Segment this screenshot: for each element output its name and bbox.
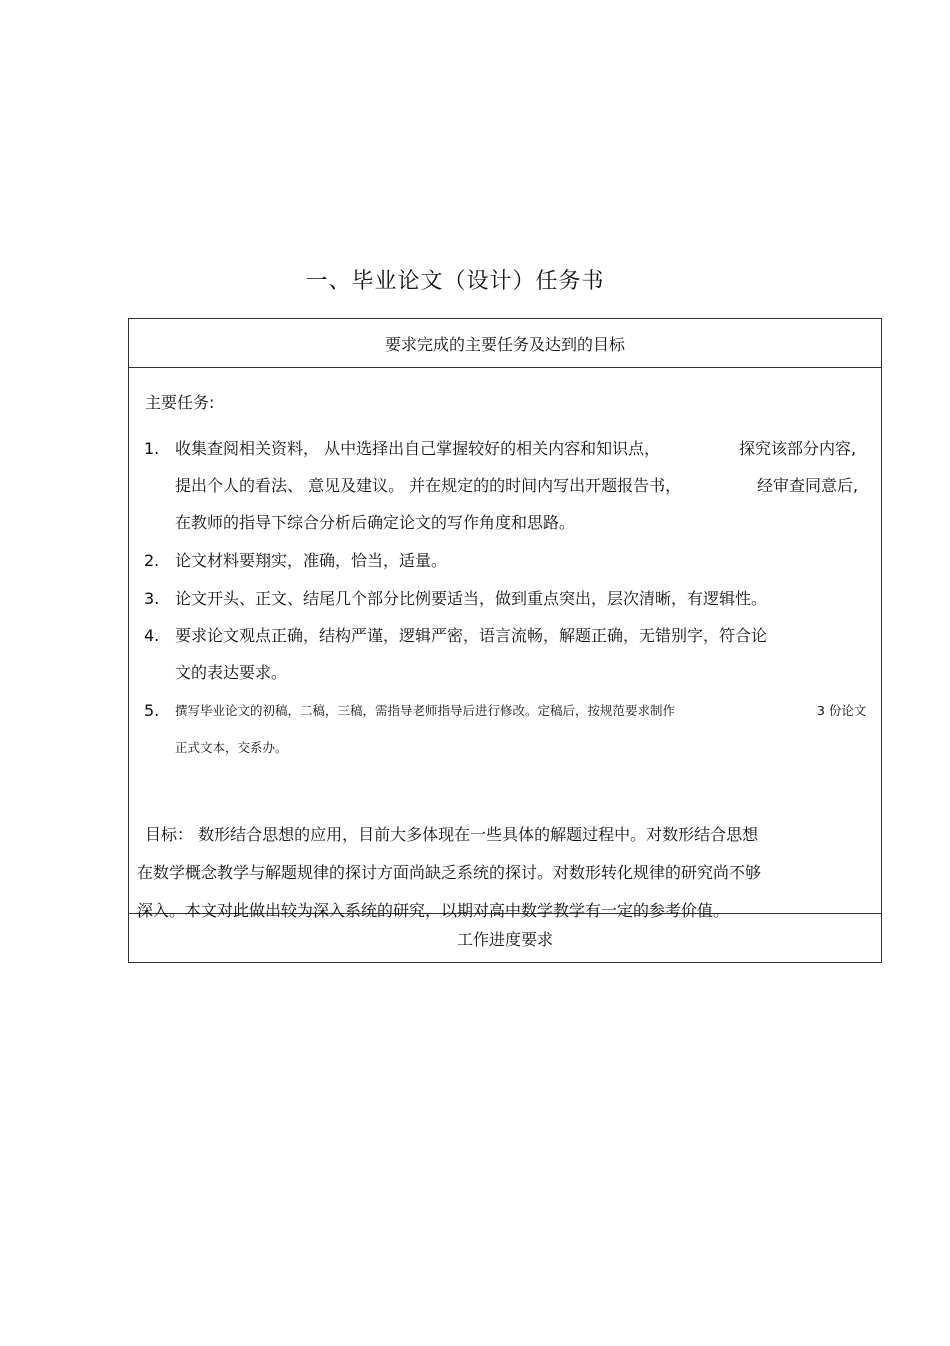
section-body-goals [129,368,882,920]
task-line: 收集查阅相关资料， 从中选择出自己掌握较好的相关内容和知识点， [175,439,661,458]
task-number: 2. [144,551,160,570]
task-line: 正式文本，交系办。 [175,740,288,755]
task-number: 5. [144,701,160,720]
section-header-goals: 要求完成的主要任务及达到的目标 [129,319,882,368]
task-line-extra: 经审查同意后, [757,476,859,495]
goal-line-2: 在数学概念教学与解题规律的探讨方面尚缺乏系统的探讨。对数形转化规律的研究尚不够 [137,863,762,882]
task-line-extra: 探究该部分内容, [739,439,857,458]
task-number: 1. [144,439,160,458]
task-number: 3. [144,589,160,608]
task-line: 要求论文观点正确，结构严谨，逻辑严密，语言流畅，解题正确，无错别字，符合论 [175,626,768,645]
task-line: 提出个人的看法、 意见及建议。 并在规定的的时间内写出开题报告书， [175,476,682,495]
page-title: 一、毕业论文（设计）任务书 [305,269,605,294]
task-line: 文的表达要求。 [175,663,288,682]
task-line-extra: 3 份论文 [817,703,867,718]
task-line: 在教师的指导下综合分析后确定论文的写作角度和思路。 [175,513,576,532]
tasks-label: 主要任务: [145,393,215,412]
task-line: 撰写毕业论文的初稿，二稿，三稿，需指导老师指导后进行修改。定稿后，按规范要求制作 [175,703,676,718]
task-number: 4. [144,626,160,645]
task-line: 论文开头、正文、结尾几个部分比例要适当，做到重点突出，层次清晰，有逻辑性。 [175,589,768,608]
goal-line-1: 目标： 数形结合思想的应用，目前大多体现在一些具体的解题过程中。对数形结合思想 [145,825,759,844]
section-header-progress: 工作进度要求 [129,914,882,963]
task-table [128,318,882,963]
goal-line-3: 深入。本文对此做出较为深入系统的研究，以期对高中数学教学有一定的参考价值。 [137,901,730,920]
task-line: 论文材料要翔实，准确，恰当，适量。 [175,551,448,570]
